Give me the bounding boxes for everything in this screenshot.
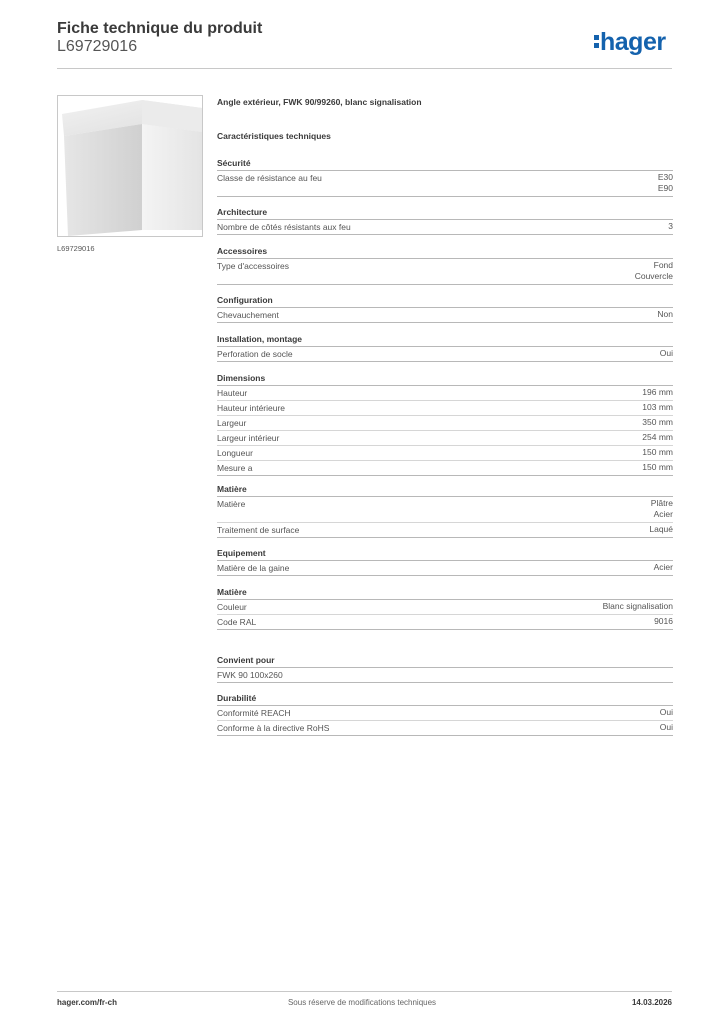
row-label: Chevauchement [217,310,279,320]
section [217,333,673,362]
table-row [217,446,673,461]
row-label: Conformité REACH [217,708,291,718]
row-label: Hauteur intérieure [217,403,286,413]
row-value: Blanc signalisation [602,601,673,611]
row-label: FWK 90 100x260 [217,670,283,680]
table-row [217,668,673,683]
row-values [217,668,673,682]
table-row [217,308,673,323]
product-reference: L69729016 [57,38,138,55]
table-row [217,259,673,285]
row-label: Couleur [217,602,247,612]
section [217,547,673,576]
row-label: Traitement de surface [217,525,300,535]
row-value: Laqué [649,524,673,534]
table-row [217,561,673,576]
row-label: Code RAL [217,617,257,627]
section-title: Matière [217,483,673,497]
row-label: Mesure a [217,463,253,473]
section [217,245,673,285]
row-values [217,431,673,445]
row-value: 254 mm [642,432,673,442]
footer-notice: Sous réserve de modifications techniques [287,998,437,1007]
row-value: 150 mm [642,462,673,472]
section-title: Sécurité [217,157,673,171]
row-label: Nombre de côtés résistants aux feu [217,222,351,232]
table-row [217,386,673,401]
row-value: Oui [659,348,673,358]
row-value: Couvercle [634,271,673,281]
row-label: Largeur [217,418,247,428]
table-row [217,615,673,630]
header-divider [57,68,672,69]
table-row [217,416,673,431]
section-title: Equipement [217,547,673,561]
hager-logo [594,30,666,55]
section-title: Architecture [217,206,673,220]
section-title: Matière [217,586,673,600]
row-label: Largeur intérieur [217,433,280,443]
table-row [217,523,673,538]
row-value: 150 mm [642,447,673,457]
table-row [217,706,673,721]
section-title: Durabilité [217,692,673,706]
table-row [217,171,673,197]
row-label: Matière de la gaine [217,563,290,573]
row-value: Fond [653,260,673,270]
corner-duct-icon [58,96,202,236]
section [217,294,673,323]
table-row [217,431,673,446]
row-label: Perforation de socle [217,349,293,359]
row-value: Oui [659,722,673,732]
footer-website: hager.com/fr-ch [57,998,118,1007]
row-value: 3 [668,221,673,231]
section [217,586,673,630]
table-row [217,600,673,615]
section-title: Installation, montage [217,333,673,347]
row-value: Plâtre [650,498,673,508]
row-values [217,461,673,475]
table-row [217,401,673,416]
row-value: 103 mm [642,402,673,412]
row-label: Classe de résistance au feu [217,173,322,183]
section [217,157,673,197]
row-label: Conforme à la directive RoHS [217,723,330,733]
logo-dots-icon [594,32,599,50]
table-row [217,497,673,523]
table-row [217,347,673,362]
section [217,692,673,736]
section-title: Configuration [217,294,673,308]
row-values [217,401,673,415]
footer-divider [57,991,672,992]
row-value: 350 mm [642,417,673,427]
row-values [217,600,673,614]
section [217,206,673,235]
row-values [217,308,673,322]
row-values [217,446,673,460]
row-value: 196 mm [642,387,673,397]
row-value: Oui [659,707,673,717]
page-title: Fiche technique du produit [57,20,263,37]
product-name: Angle extérieur, FWK 90/99260, blanc signalisation [217,97,422,107]
row-value: E30 [657,172,673,182]
product-image [57,95,203,237]
row-value: 9016 [654,616,673,626]
section [217,654,673,683]
section-title: Accessoires [217,245,673,259]
row-label: Type d'accessoires [217,261,290,271]
row-value: E90 [657,183,673,193]
row-value: Acier [653,509,673,519]
section [217,483,673,538]
table-row [217,220,673,235]
row-label: Hauteur [217,388,248,398]
row-values [217,497,673,522]
row-label: Matière [217,499,246,509]
product-image-caption: L69729016 [57,244,95,253]
row-values [217,615,673,629]
table-row [217,721,673,736]
row-values [217,386,673,400]
section-title: Dimensions [217,372,673,386]
row-values [217,416,673,430]
section-title: Convient pour [217,654,673,668]
row-label: Longueur [217,448,253,458]
row-value: Acier [653,562,673,572]
table-row [217,461,673,476]
logo-text: hager [600,28,666,56]
characteristics-title: Caractéristiques techniques [217,131,331,141]
footer-date: 14.03.2026 [631,998,672,1007]
row-value: Non [657,309,673,319]
section [217,372,673,476]
